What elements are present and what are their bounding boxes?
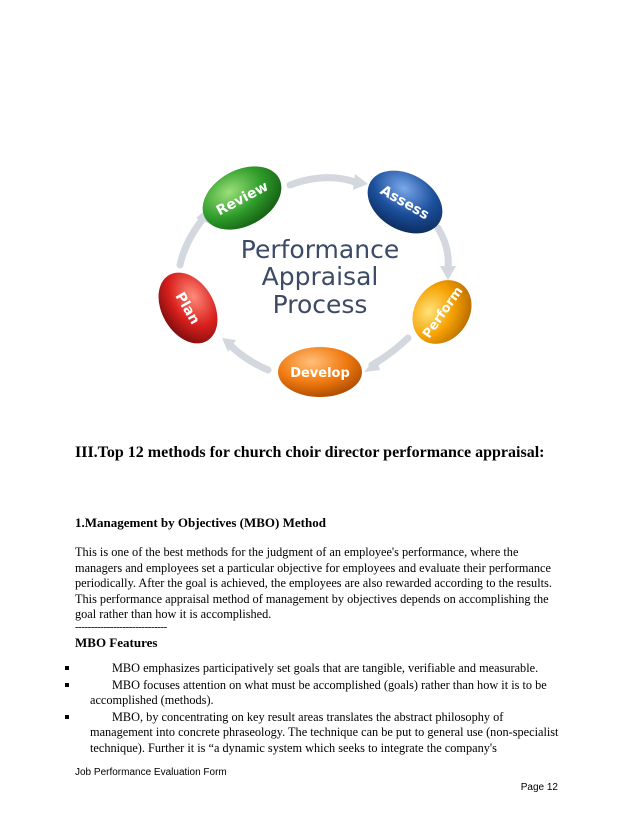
bullet-icon [65, 715, 69, 719]
arrow-assess-to-perform [438, 228, 448, 268]
bullet-icon [65, 683, 69, 687]
svg-text:Review: Review [213, 178, 272, 220]
arrow-plan-to-review [180, 220, 202, 265]
list-item [75, 661, 565, 677]
svg-text:Plan: Plan [171, 289, 203, 328]
diagram-title-line-2: Appraisal [261, 262, 379, 291]
list-item [75, 678, 565, 709]
features-list [75, 661, 565, 757]
arrow-perform-to-develop [372, 338, 408, 365]
stage-review [192, 160, 292, 242]
stage-develop [278, 347, 362, 397]
features-title: MBO Features [75, 635, 158, 650]
arrow-develop-to-plan [230, 345, 268, 370]
page-number: Page 12 [520, 782, 558, 793]
footer-document-title: Job Performance Evaluation Form [75, 767, 227, 778]
feature-text: MBO emphasizes participatively set goals that are tangible, verifiable and measurable. [112, 661, 539, 675]
method-description: This is one of the best methods for the judgment of an employee's performance, where the managers and employees set a particular objective for employees and evaluate their performance periodically. After the goal is achieved, the employees are also rewarded according to the results. This performance appraisal method of management by objectives depends on accomplishing the goal rather than how it is accomplished. [75, 545, 552, 621]
diagram-title-line-1: Performance [240, 235, 400, 264]
diagram-title [241, 235, 399, 319]
feature-text: MBO, by concentrating on key result areas translates the abstract philosophy of management into concrete phraseology. The technique can be put to general use (non-specialist technique). Further it is “a dynamic system which seeks to integrate the company's [90, 709, 559, 755]
list-item [75, 710, 565, 757]
arrow-review-to-assess [290, 178, 355, 185]
performance-appraisal-diagram [150, 160, 495, 400]
stage-plan [150, 262, 230, 354]
bullet-icon [65, 666, 69, 670]
diagram-title-line-3: Process [272, 290, 368, 319]
dashed-divider: ----------------------------- [75, 621, 167, 633]
feature-text: MBO focuses attention on what must be accomplished (goals) rather than how it is to be accomplished (methods). [90, 677, 547, 707]
svg-text:Assess: Assess [377, 182, 432, 224]
method-heading: 1.Management by Objectives (MBO) Method [75, 515, 326, 530]
stage-perform [400, 269, 483, 356]
svg-text:Perform: Perform [420, 284, 467, 342]
section-heading: III.Top 12 methods for church choir director performance appraisal: [75, 444, 545, 461]
svg-text:Develop: Develop [290, 366, 350, 381]
